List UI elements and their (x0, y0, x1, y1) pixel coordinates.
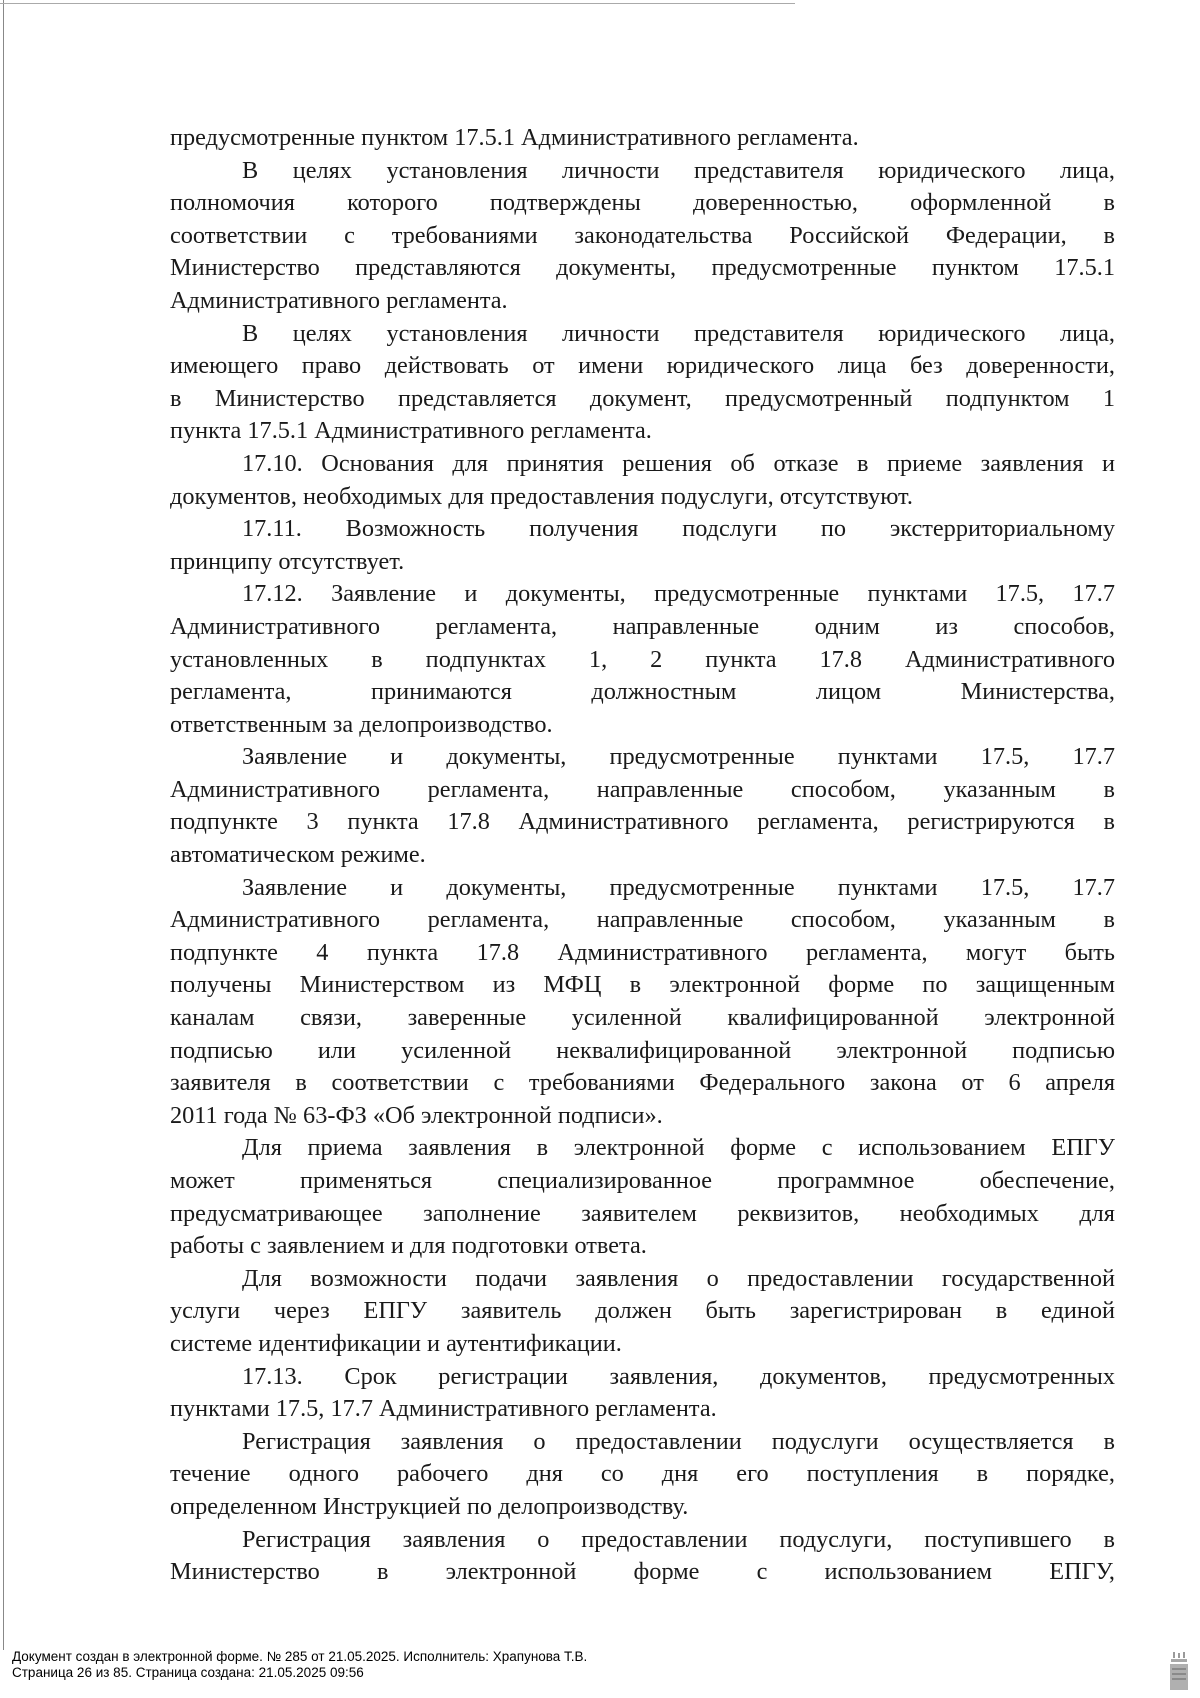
text-line: Заявление и документы, предусмотренные пунктами 17.5, 17.7 (242, 743, 1115, 771)
text-line: течение одного рабочего дня со дня его поступления в порядке, (170, 1460, 1115, 1488)
text-line: Административного регламента, направленные способом, указанным в (170, 775, 1115, 803)
text-line: Регистрация заявления о предоставлении подуслуги осуществляется в (242, 1427, 1115, 1455)
text-line: документов, необходимых для предоставления подуслуги, отсутствуют. (170, 482, 913, 510)
text-line: принципу отсутствует. (170, 547, 405, 575)
text-line: регламента, принимаются должностным лицом Министерства, (170, 678, 1115, 706)
text-line: предусмотренные пунктом 17.5.1 Административного регламента. (170, 124, 859, 151)
text-line: пункта 17.5.1 Административного регламента. (170, 417, 652, 445)
document-body (170, 122, 1115, 1589)
text-line: автоматическом режиме. (170, 841, 426, 869)
text-line: заявителя в соответствии с требованиями Федерального закона от 6 апреля (170, 1069, 1115, 1097)
text-line: услуги через ЕПГУ заявитель должен быть зарегистрирован в единой (170, 1297, 1115, 1325)
text-line: каналам связи, заверенные усиленной квалифицированной электронной (170, 1004, 1115, 1032)
text-line: В целях установления личности представителя юридического лица, (242, 156, 1115, 184)
text-line: определенном Инструкцией по делопроизводству. (170, 1492, 689, 1520)
footer-line-1: Документ создан в электронной форме. № 285 от 21.05.2025. Исполнитель: Храпунова Т.В. (12, 1649, 588, 1664)
text-line: пунктами 17.5, 17.7 Административного регламента. (170, 1395, 717, 1423)
text-line: в Министерство представляется документ, предусмотренный подпунктом 1 (170, 384, 1115, 412)
text-line: подписью или усиленной неквалифицированной электронной подписью (170, 1036, 1115, 1064)
text-line: Административного регламента, направленные одним из способов, (170, 612, 1115, 640)
text-line: Для возможности подачи заявления о предоставлении государственной (242, 1264, 1115, 1292)
text-line: В целях установления личности представителя юридического лица, (242, 319, 1115, 347)
text-line: предусматривающее заполнение заявителем реквизитов, необходимых для (170, 1199, 1115, 1227)
text-line: системе идентификации и аутентификации. (170, 1329, 622, 1357)
text-line: работы с заявлением и для подготовки ответа. (170, 1232, 647, 1260)
text-line: 17.13. Срок регистрации заявления, документов, предусмотренных (242, 1362, 1115, 1390)
text-line: Заявление и документы, предусмотренные пунктами 17.5, 17.7 (242, 873, 1115, 901)
text-line: полномочия которого подтверждены доверенностью, оформленной в (170, 189, 1115, 217)
text-line: ответственным за делопроизводство. (170, 710, 553, 738)
text-line: Административного регламента, направленные способом, указанным в (170, 906, 1115, 934)
text-line: Регистрация заявления о предоставлении подуслуги, поступившего в (242, 1525, 1115, 1553)
text-line: установленных в подпунктах 1, 2 пункта 17.8 Административного (170, 645, 1115, 673)
text-line: Министерство представляются документы, предусмотренные пунктом 17.5.1 (170, 254, 1115, 282)
text-line: Административного регламента. (170, 286, 508, 314)
text-line: имеющего право действовать от имени юридического лица без доверенности, (170, 352, 1115, 380)
text-line: получены Министерством из МФЦ в электронной форме по защищенным (170, 971, 1115, 999)
text-line: 17.12. Заявление и документы, предусмотренные пунктами 17.5, 17.7 (242, 580, 1115, 608)
page-edge-top (0, 3, 795, 4)
text-line: Министерство в электронной форме с использованием ЕПГУ, (170, 1558, 1115, 1586)
footer-line-2: Страница 26 из 85. Страница создана: 21.05.2025 09:56 (12, 1665, 364, 1680)
page-edge-left (3, 0, 4, 1650)
text-line: соответствии с требованиями законодательства Российской Федерации, в (170, 221, 1115, 249)
text-line: подпункте 4 пункта 17.8 Административного регламента, могут быть (170, 938, 1115, 966)
text-line: подпункте 3 пункта 17.8 Административного регламента, регистрируются в (170, 808, 1115, 836)
document-stamp-icon (1168, 1652, 1190, 1690)
text-line: 17.11. Возможность получения подслуги по экстерриториальному (242, 515, 1115, 543)
text-line: может применяться специализированное программное обеспечение, (170, 1167, 1115, 1194)
text-line: Для приема заявления в электронной форме с использованием ЕПГУ (242, 1134, 1115, 1162)
text-line: 17.10. Основания для принятия решения об отказе в приеме заявления и (242, 449, 1115, 477)
document-footer (12, 1649, 587, 1681)
text-line: 2011 года № 63-ФЗ «Об электронной подписи». (170, 1101, 663, 1129)
